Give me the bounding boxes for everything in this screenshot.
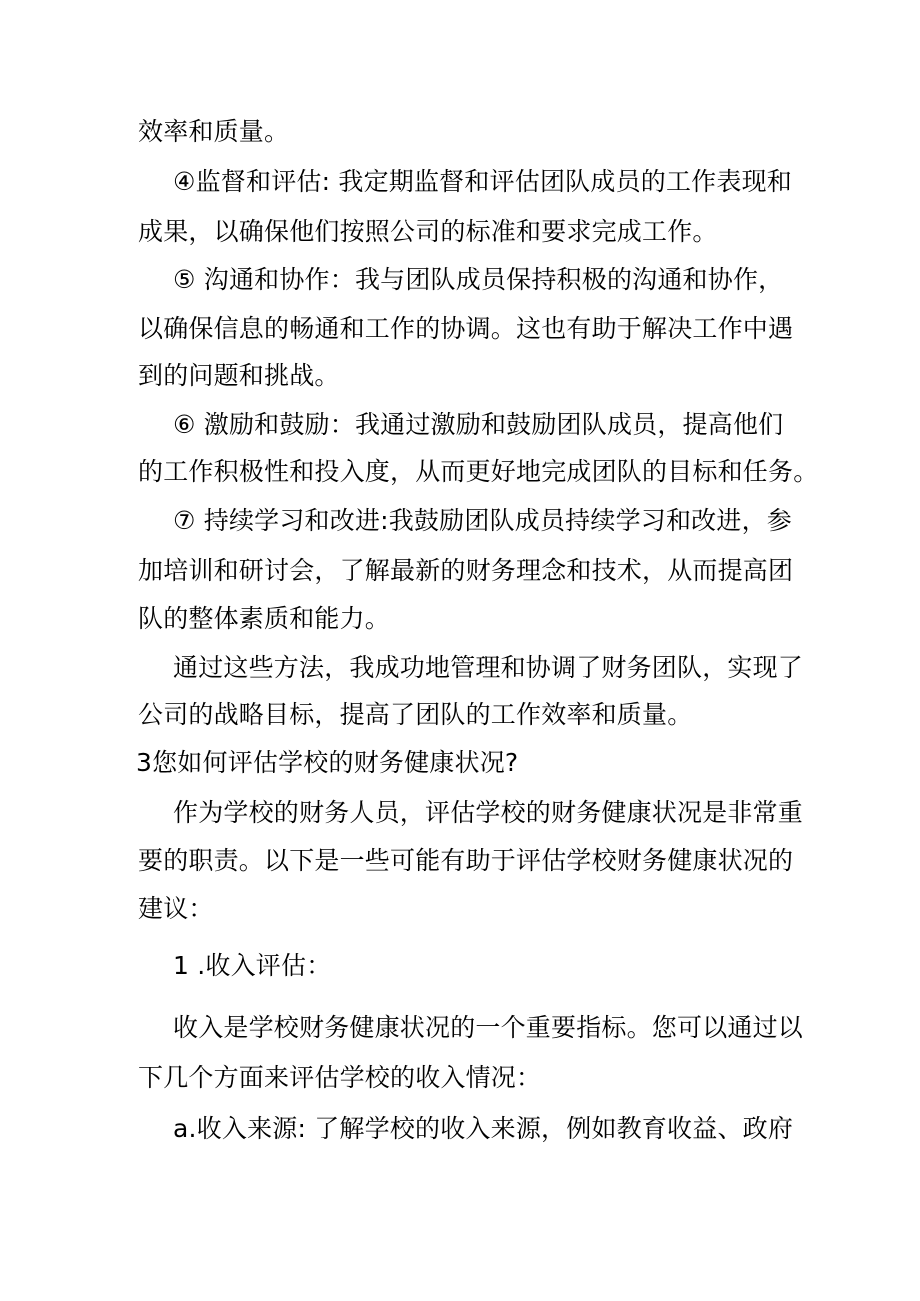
text-line: 到的问题和挑战。 <box>138 361 340 390</box>
text-line: 队的整体素质和能力。 <box>138 604 391 633</box>
text-line: 成果，以确保他们按照公司的标准和要求完成工作。 <box>138 217 718 246</box>
text-line: 通过这些方法，我成功地管理和协调了财务团队，实现了 <box>173 653 804 682</box>
text-line: 效率和质量。 <box>138 117 290 146</box>
text-line: 以确保信息的畅通和工作的协调。这也有助于解决工作中遇 <box>138 314 794 343</box>
text-line: 公司的战略目标，提高了团队的工作效率和质量。 <box>138 700 693 729</box>
text-line: ⑦ 持续学习和改进:我鼓励团队成员持续学习和改进，参 <box>173 506 792 535</box>
text-line: 收入是学校财务健康状况的一个重要指标。您可以通过以 <box>173 1013 804 1042</box>
section-heading: 3您如何评估学校的财务健康状况? <box>136 748 519 777</box>
text-line: 建议： <box>138 894 214 923</box>
text-line: 要的职责。以下是一些可能有助于评估学校财务健康状况的 <box>138 846 794 875</box>
text-line: ⑤ 沟通和协作：我与团队成员保持积极的沟通和协作， <box>173 265 784 294</box>
text-line: ④监督和评估: 我定期监督和评估团队成员的工作表现和 <box>173 167 792 196</box>
text-line: ⑥ 激励和鼓励：我通过激励和鼓励团队成员，提高他们 <box>173 410 784 439</box>
text-line: 下几个方面来评估学校的收入情况： <box>138 1063 542 1092</box>
text-line: 加培训和研讨会，了解最新的财务理念和技术，从而提高团 <box>138 556 794 585</box>
text-line: a.收入来源: 了解学校的收入来源，例如教育收益、政府 <box>173 1114 794 1143</box>
subsection-heading: 1 .收入评估： <box>173 951 332 980</box>
text-line: 作为学校的财务人员，评估学校的财务健康状况是非常重 <box>173 798 804 827</box>
text-line: 的工作积极性和投入度，从而更好地完成团队的目标和任务。 <box>138 457 819 486</box>
